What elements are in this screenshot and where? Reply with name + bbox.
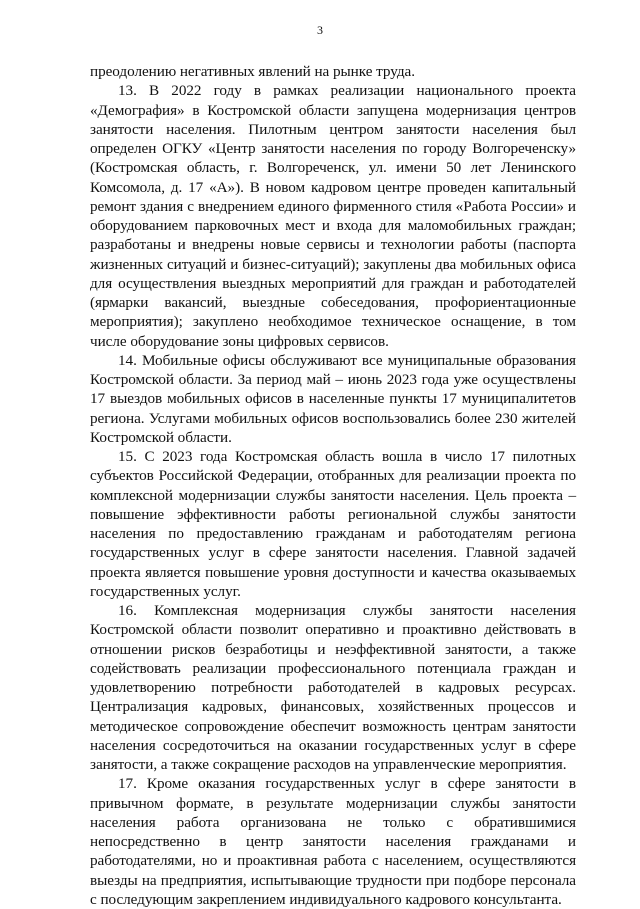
document-body — [90, 62, 576, 909]
paragraph-13: 13. В 2022 году в рамках реализации национального проекта «Демография» в Костромской области запущена модернизация центров занятости населения. Пилотным центром занятости населения был определен ОГКУ «Центр занятости населения по городу Волгореченску» (Костромская область, г. Волгореченск, ул. имени 50 лет Ленинского Комсомола, д. 17 «А»). В новом кадровом центре проведен капитальный ремонт здания с внедрением единого фирменного стиля «Работа России» и оборудованием парковочных мест и входа для маломобильных граждан; разработаны и внедрены новые сервисы и технологии работы (паспорта жизненных ситуаций и бизнес-ситуаций); закуплены два мобильных офиса для осуществления выездных мероприятий для граждан и работодателей (ярмарки вакансий, выездные собеседования, профориентационные мероприятия); закуплено необходимое техническое оснащение, в том числе оборудование зоны цифровых сервисов. — [90, 82, 576, 350]
paragraph-continuation: преодолению негативных явлений на рынке труда. — [90, 63, 415, 80]
paragraph-15: 15. С 2023 года Костромская область вошла в число 17 пилотных субъектов Российской Федерации, отобранных для реализации проекта по комплексной модернизации службы занятости населения. Цель проекта – повышение эффективности работы региональной службы занятости населения по предоставлению гражданам и работодателям региона государственных услуг в сфере занятости населения. Главной задачей проекта является повышение уровня доступности и качества оказываемых государственных услуг. — [90, 448, 576, 600]
paragraph-17: 17. Кроме оказания государственных услуг в сфере занятости в привычном формате, в результате модернизации службы занятости населения работа организована не только с обратившимися непосредственно в центр занятости населения гражданами и работодателями, но и проактивная работа с населением, осуществляются выезды на предприятия, испытывающие трудности при подборе персонала с последующим закреплением индивидуального кадрового консультанта. — [90, 775, 576, 908]
paragraph-16: 16. Комплексная модернизация службы занятости населения Костромской области позволит оперативно и проактивно действовать в отношении рисков безработицы и неэффективной занятости, а также содействовать реализации профессионального потенциала граждан и удовлетворению потребности работодателей в кадровых ресурсах. Централизация кадровых, финансовых, хозяйственных процессов и методическое сопровождение обеспечит возможность центрам занятости населения сосредоточиться на оказании государственных услуг в сфере занятости, а также сокращение расходов на управленческие мероприятия. — [90, 602, 576, 773]
paragraph-14: 14. Мобильные офисы обслуживают все муниципальные образования Костромской области. За период май – июнь 2023 года уже осуществлены 17 выездов мобильных офисов в населенные пункты 17 муниципалитетов региона. Услугами мобильных офисов воспользовались более 230 жителей Костромской области. — [90, 351, 576, 446]
page-number: 3 — [317, 23, 323, 37]
